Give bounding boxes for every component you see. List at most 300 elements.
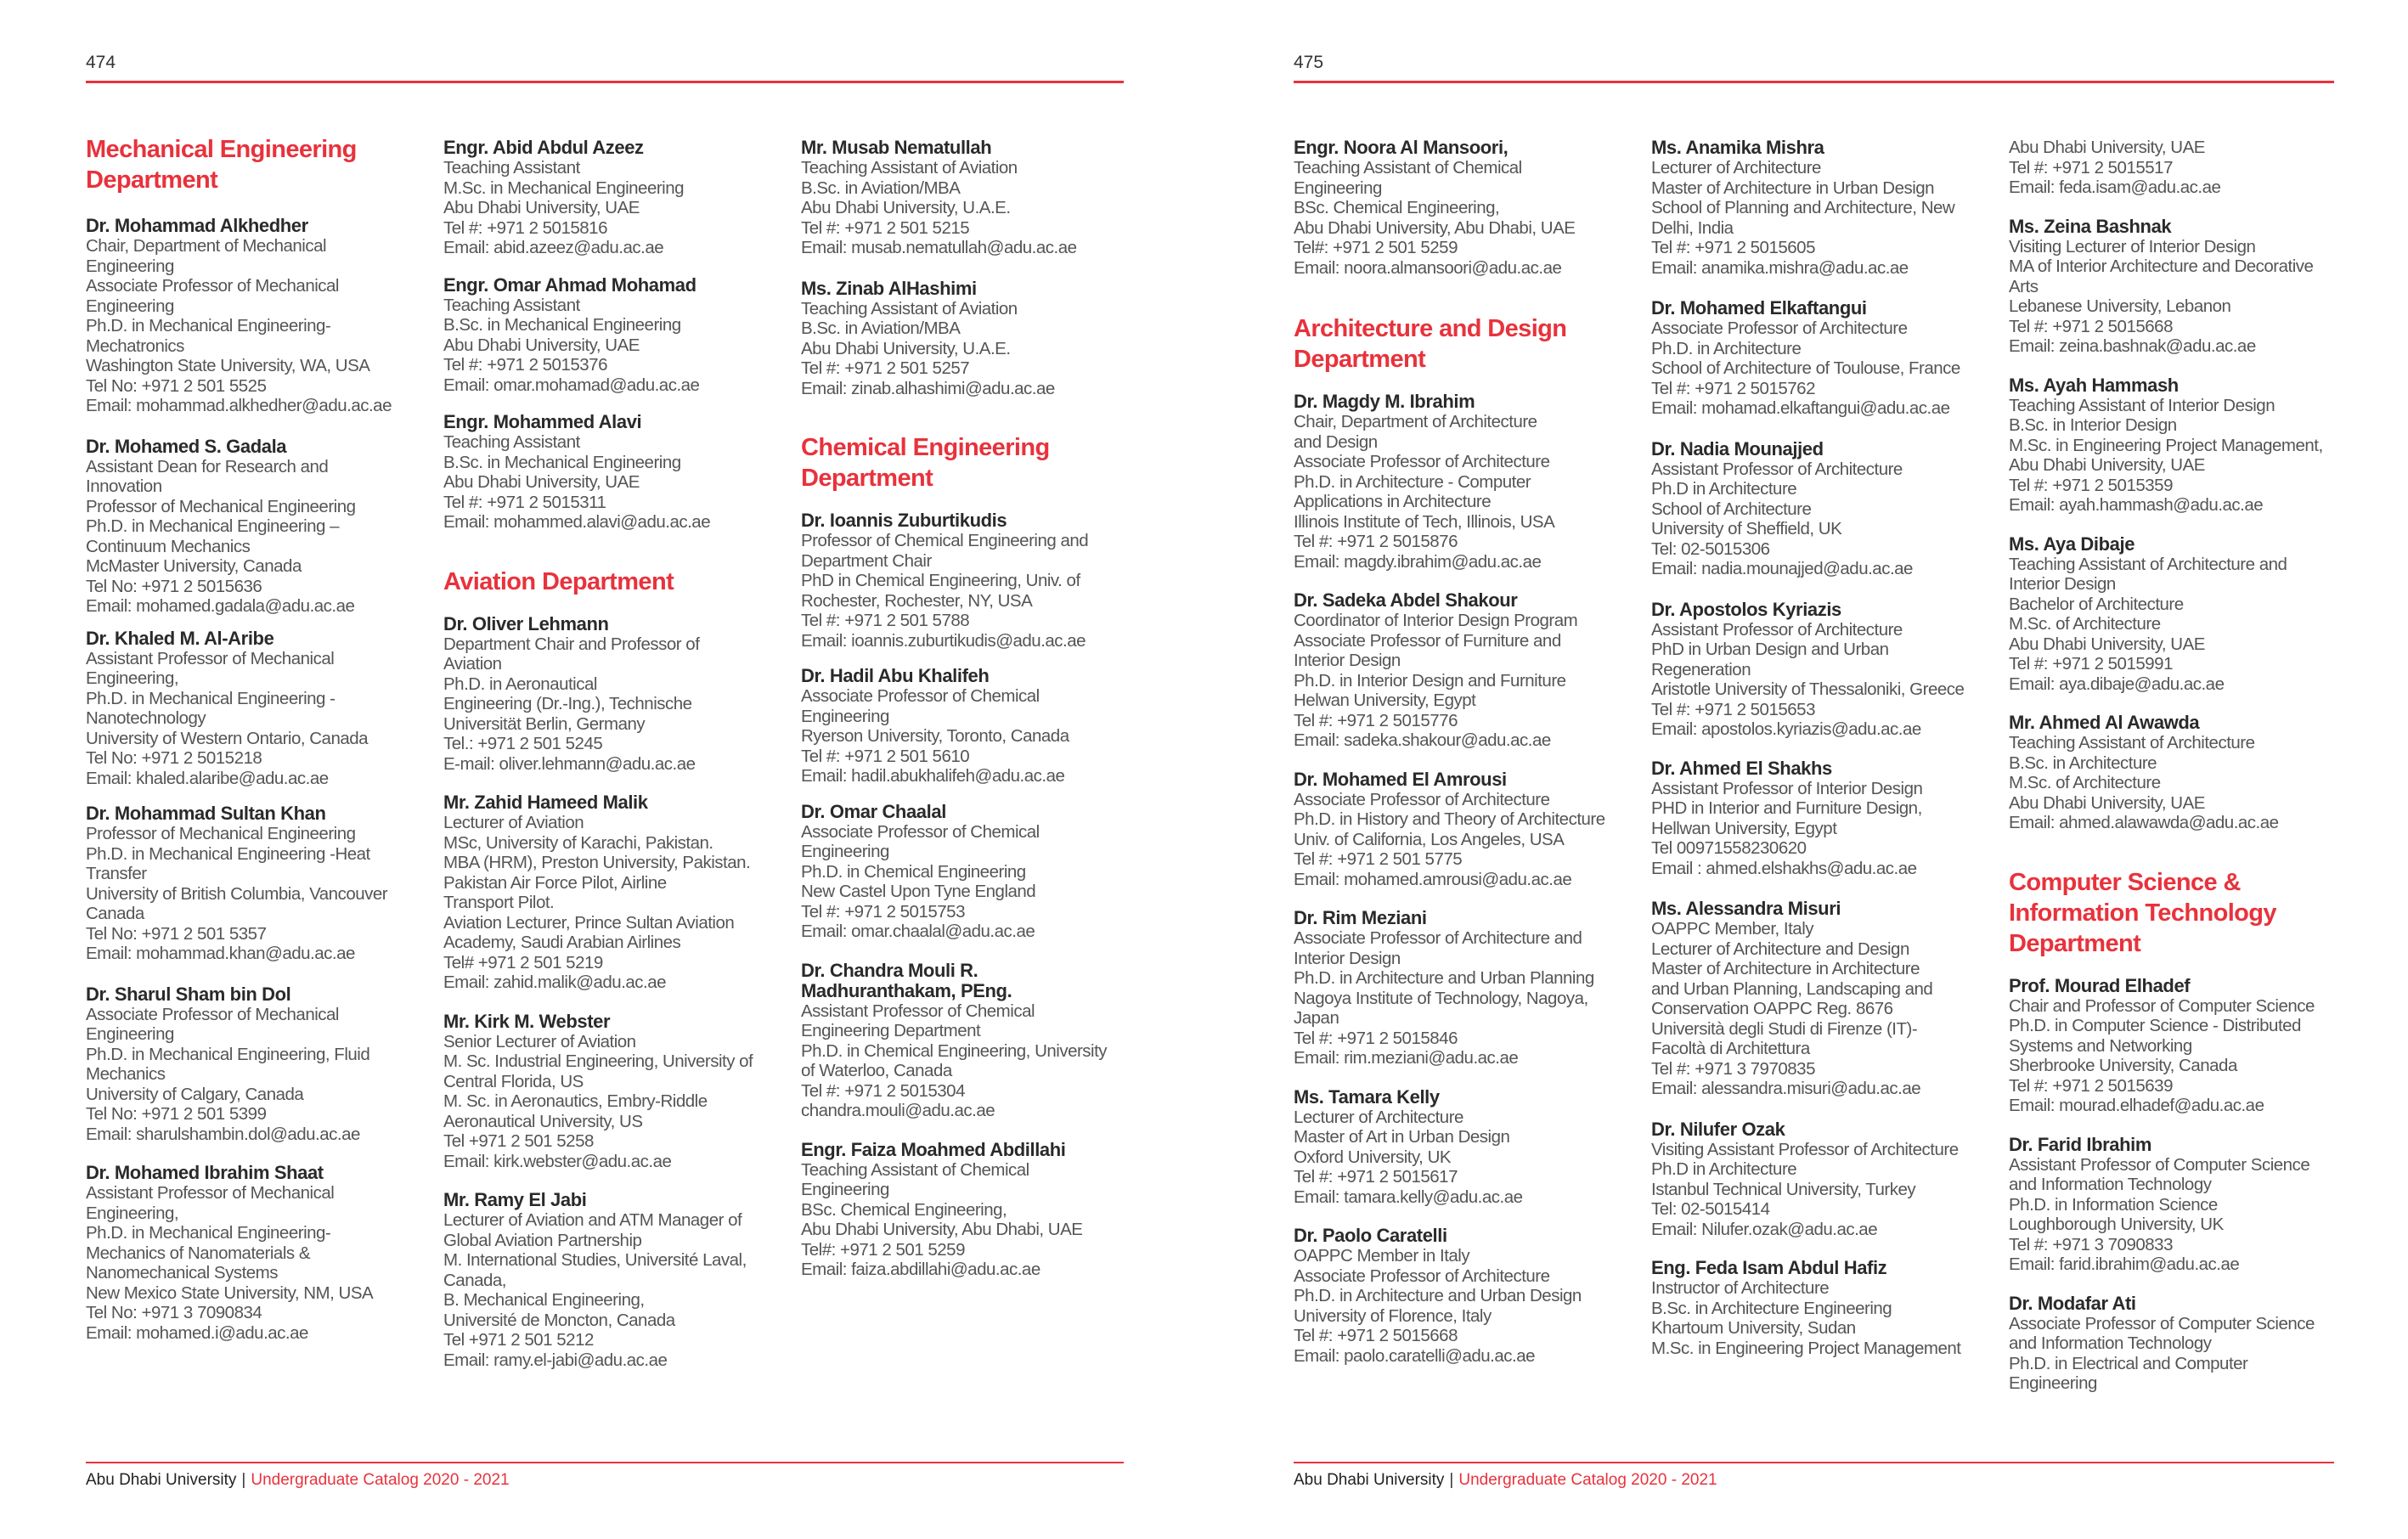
faculty-name: Ms. Tamara Kelly	[1294, 1085, 1440, 1108]
detail-line: University of Calgary, Canada	[86, 1084, 304, 1104]
faculty-name: Dr. Apostolos Kyriazis	[1651, 598, 1841, 620]
faculty-name: Dr. Mohamed S. Gadala	[86, 435, 287, 457]
column-3	[801, 138, 1141, 1280]
phone-text: Tel#: +971 2 501 5259	[801, 1239, 965, 1260]
detail-line: Teaching Assistant of Architecture and	[2009, 554, 2287, 574]
detail-line: Ph.D. in Interior Design and Furniture	[1294, 670, 1566, 691]
detail-line: of Waterloo, Canada	[801, 1061, 952, 1080]
faculty-entry	[2009, 713, 2349, 833]
phone-text: Tel No: +971 2 501 5399	[86, 1104, 267, 1124]
detail-line: Master of Architecture in Urban Design	[1651, 178, 1935, 198]
detail-line: OAPPC Member in Italy	[1294, 1246, 1470, 1266]
detail-line: M.Sc. in Engineering Project Management,	[2009, 435, 2323, 455]
faculty-entry	[2009, 976, 2349, 1116]
faculty-name: Prof. Mourad Elhadef	[2009, 974, 2191, 996]
detail-line: Associate Professor of Architecture	[1651, 319, 1908, 338]
detail-line: Washington State University, WA, USA	[86, 356, 370, 375]
column-2	[443, 138, 783, 1370]
email-text: Email: abid.azeez@adu.ac.ae	[443, 238, 664, 257]
detail-line: Interior Design	[1294, 651, 1401, 670]
detail-line: Arts	[2009, 276, 2039, 296]
phone-text: Tel #: +971 2 501 5257	[801, 358, 970, 378]
bottom-rule	[1294, 1462, 2334, 1463]
detail-line: Visiting Assistant Professor of Architecture	[1651, 1139, 1959, 1159]
faculty-entry	[1651, 138, 1991, 278]
phone-text: Tel #: +971 2 5015304	[801, 1080, 965, 1101]
detail-line: B.Sc. in Aviation/MBA	[801, 178, 961, 198]
detail-line: Istanbul Technical University, Turkey	[1651, 1179, 1916, 1199]
email-text: Email: mourad.elhadef@adu.ac.ae	[2009, 1096, 2264, 1115]
detail-line: McMaster University, Canada	[86, 556, 302, 576]
detail-line: Teaching Assistant of Chemical	[1294, 158, 1522, 178]
email-text: Email: kirk.webster@adu.ac.ae	[443, 1151, 672, 1171]
detail-line: Associate Professor of Mechanical	[86, 276, 339, 296]
faculty-name: Dr. Mohamed Elkaftangui	[1651, 297, 1867, 319]
email-text: Email: sharulshambin.dol@adu.ac.ae	[86, 1124, 360, 1144]
detail-line: Oxford University, UK	[1294, 1147, 1452, 1167]
detail-line: Engineering,	[86, 1203, 179, 1223]
detail-line: Lebanese University, Lebanon	[2009, 296, 2231, 316]
detail-line: M. International Studies, Université Laval,	[443, 1250, 747, 1270]
email-text: Email: Nilufer.ozak@adu.ac.ae	[1651, 1219, 1878, 1239]
detail-line: New Mexico State University, NM, USA	[86, 1282, 374, 1303]
detail-line: Ph.D. in Aeronautical	[443, 674, 597, 694]
detail-line: Teaching Assistant	[443, 295, 580, 315]
detail-line: Teaching Assistant of Architecture	[2009, 733, 2255, 753]
detail-line: University of Western Ontario, Canada	[86, 728, 369, 748]
faculty-entry	[86, 1163, 426, 1343]
detail-line: Abu Dhabi University, UAE	[443, 472, 640, 492]
detail-line: Aristotle University of Thessaloniki, Greece	[1651, 679, 1965, 699]
faculty-entry	[443, 412, 783, 533]
detail-line: Engineering	[86, 1024, 174, 1044]
faculty-name: Ms. Zinab AlHashimi	[801, 277, 977, 299]
phone-text: Tel +971 2 501 5258	[443, 1131, 594, 1151]
faculty-name: Dr. Magdy M. Ibrahim	[1294, 391, 1475, 412]
phone-text: Tel #: +971 2 5015816	[443, 217, 607, 238]
detail-line: Facoltà di Architettura	[1651, 1039, 1810, 1058]
footer	[86, 1471, 510, 1490]
detail-line: Ph.D. in Mechanical Engineering-	[86, 316, 331, 335]
detail-line: Associate Professor of Architecture	[1294, 452, 1550, 471]
detail-line: Abu Dhabi University, UAE	[2009, 792, 2205, 813]
detail-line: Engineering	[86, 256, 174, 276]
email-text: Email: omar.mohamad@adu.ac.ae	[443, 375, 700, 395]
faculty-name: Mr. Kirk M. Webster	[443, 1010, 611, 1032]
phone-text: Tel No: +971 2 5015218	[86, 748, 262, 768]
detail-line: Chair, Department of Mechanical	[86, 236, 327, 256]
email-text: Email: anamika.mishra@adu.ac.ae	[1651, 257, 1909, 278]
faculty-name: Mr. Zahid Hameed Malik	[443, 792, 648, 813]
detail-line: Ph.D. in Mechanical Engineering -Heat	[86, 843, 370, 864]
faculty-entry	[443, 1190, 783, 1370]
phone-text: Tel #: +971 2 5015668	[1294, 1326, 1458, 1345]
email-text: Email: feda.isam@adu.ac.ae	[2009, 178, 2221, 197]
email-text: Email: ahmed.alawawda@adu.ac.ae	[2009, 813, 2279, 832]
phone-text: Tel #: +971 3 7970835	[1651, 1058, 1815, 1079]
detail-line: Abu Dhabi University, U.A.E.	[801, 338, 1011, 358]
detail-line: Assistant Professor of Architecture	[1651, 619, 1903, 640]
detail-line: M.Sc. of Architecture	[2009, 614, 2161, 634]
detail-line: Associate Professor of Chemical	[801, 821, 1040, 842]
detail-line: Abu Dhabi University, U.A.E.	[801, 198, 1011, 217]
phone-text: Tel #: +971 3 7090833	[2009, 1234, 2173, 1254]
detail-line: Engineering	[86, 296, 174, 316]
detail-line: Systems and Networking	[2009, 1035, 2192, 1056]
detail-line: Teaching Assistant of Aviation	[801, 158, 1018, 178]
email-text: Email: khaled.alaribe@adu.ac.ae	[86, 768, 329, 788]
faculty-entry	[443, 138, 783, 258]
detail-line: Lecturer of Aviation	[443, 813, 584, 832]
faculty-name: Ms. Zeina Bashnak	[2009, 215, 2172, 237]
faculty-entry	[1651, 1119, 1991, 1240]
faculty-entry	[443, 275, 783, 396]
detail-line: Academy, Saudi Arabian Airlines	[443, 933, 681, 952]
phone-text: Tel #: +971 2 5015376	[443, 355, 607, 375]
detail-line: Applications in Architecture	[1294, 492, 1492, 511]
detail-line: B. Mechanical Engineering,	[443, 1290, 645, 1310]
detail-line: Teaching Assistant	[443, 158, 580, 178]
phone-text: Tel #: +971 2 501 5788	[801, 611, 970, 630]
faculty-name: Ms. Alessandra Misuri	[1651, 898, 1841, 919]
detail-line: Pakistan Air Force Pilot, Airline	[443, 872, 667, 893]
email-text: Email: musab.nematullah@adu.ac.ae	[801, 238, 1077, 257]
detail-line: M.Sc. in Mechanical Engineering	[443, 178, 685, 198]
phone-text: Tel #: +971 2 5015776	[1294, 710, 1458, 730]
detail-line: Abu Dhabi University, Abu Dhabi, UAE	[1294, 217, 1576, 238]
detail-line: Ph.D. in Mechanical Engineering -	[86, 688, 336, 708]
detail-line: Ph.D. in Chemical Engineering	[801, 861, 1026, 882]
column-2	[1651, 138, 1991, 1358]
faculty-name: Dr. Nadia Mounajjed	[1651, 437, 1824, 459]
phone-text: Tel #: +971 2 5015617	[1294, 1167, 1458, 1187]
detail-line: University of British Columbia, Vancouver	[86, 883, 388, 904]
email-text: Email: zahid.malik@adu.ac.ae	[443, 972, 667, 992]
email-text: Email: mohammad.khan@adu.ac.ae	[86, 944, 355, 963]
phone-text: Tel No: +971 2 501 5357	[86, 923, 267, 944]
detail-line: Lecturer of Architecture	[1651, 158, 1821, 178]
faculty-entry	[1294, 770, 1633, 890]
phone-text: Tel# +971 2 501 5219	[443, 952, 603, 972]
phone-text: Tel #: +971 2 5015639	[2009, 1075, 2173, 1096]
detail-line: School of Architecture	[1651, 499, 1812, 519]
faculty-name: Ms. Ayah Hammash	[2009, 374, 2179, 396]
faculty-entry	[86, 437, 426, 617]
faculty-name: Mr. Musab Nematullah	[801, 137, 992, 158]
detail-line: Ph.D. in Architecture and Urban Design	[1294, 1286, 1582, 1305]
detail-line: PhD in Chemical Engineering, Univ. of	[801, 571, 1080, 590]
faculty-name: Dr. Mohammad Alkhedher	[86, 215, 308, 236]
detail-line: Engineering	[1294, 178, 1382, 198]
email-text: Email: zeina.bashnak@adu.ac.ae	[2009, 336, 2256, 356]
email-text: Email: apostolos.kyriazis@adu.ac.ae	[1651, 719, 1921, 739]
footer-university: Abu Dhabi University	[1294, 1471, 1445, 1489]
email-text: Email: faiza.abdillahi@adu.ac.ae	[801, 1260, 1040, 1279]
detail-line: Associate Professor of Architecture	[1294, 789, 1550, 809]
detail-line: Transfer	[86, 864, 147, 883]
faculty-entry	[2009, 534, 2349, 695]
detail-line: Aeronautical University, US	[443, 1111, 643, 1131]
detail-line: B.Sc. in Aviation/MBA	[801, 319, 961, 338]
detail-line: Lecturer of Aviation and ATM Manager of	[443, 1210, 742, 1230]
detail-line: Hellwan University, Egypt	[1651, 818, 1837, 838]
email-text: Email: ramy.el-jabi@adu.ac.ae	[443, 1350, 668, 1370]
faculty-entry	[801, 666, 1141, 786]
email-text: E-mail: oliver.lehmann@adu.ac.ae	[443, 753, 696, 774]
phone-text: Tel 00971558230620	[1651, 838, 1807, 858]
top-rule	[1294, 81, 2334, 83]
faculty-name: Dr. Ahmed El Shakhs	[1651, 757, 1832, 779]
detail-line: Univ. of California, Los Angeles, USA	[1294, 829, 1565, 849]
detail-line: School of Planning and Architecture, New	[1651, 198, 1955, 217]
detail-line: Ph.D. in Mechanical Engineering-	[86, 1223, 331, 1243]
detail-line: Engineering (Dr.-Ing.), Technische	[443, 694, 692, 713]
detail-line: Engineering	[2009, 1373, 2097, 1393]
faculty-name: Dr. Sharul Sham bin Dol	[86, 983, 291, 1005]
faculty-entry	[2009, 217, 2349, 357]
detail-line: Ph.D. in Architecture	[1651, 338, 1802, 358]
detail-line: M. Sc. in Aeronautics, Embry-Riddle	[443, 1091, 708, 1111]
faculty-entry	[1294, 138, 1633, 278]
email-text: Email: mohamed.gadala@adu.ac.ae	[86, 596, 355, 616]
faculty-name: Dr. Hadil Abu Khalifeh	[801, 665, 990, 686]
phone-text: Tel #: +971 2 5015876	[1294, 532, 1458, 551]
column-1	[1294, 138, 1633, 1366]
detail-line: Canada	[86, 904, 144, 923]
detail-line: Nanotechnology	[86, 708, 206, 728]
faculty-name: Dr. Ioannis Zuburtikudis	[801, 510, 1007, 531]
detail-line: Ph.D. in Information Science	[2009, 1194, 2218, 1215]
faculty-entry	[1651, 1258, 1991, 1358]
detail-line: Assistant Professor of Computer Science	[2009, 1154, 2310, 1175]
column-3	[2009, 138, 2349, 1394]
faculty-name: Engr. Noora Al Mansoori,	[1294, 137, 1509, 158]
faculty-entry	[1651, 899, 1991, 1099]
detail-line: Ph.D. in Architecture and Urban Planning	[1294, 968, 1594, 988]
email-text: Email: mohamed.i@adu.ac.ae	[86, 1322, 308, 1343]
email-text: Email: tamara.kelly@adu.ac.ae	[1294, 1187, 1523, 1207]
detail-line: Chair, Department of Architecture	[1294, 412, 1537, 431]
phone-text: Tel: 02-5015306	[1651, 538, 1770, 559]
detail-line: Global Aviation Partnership	[443, 1230, 642, 1250]
detail-line: Teaching Assistant of Chemical	[801, 1159, 1029, 1180]
detail-line: BSc. Chemical Engineering,	[801, 1199, 1007, 1220]
detail-line: Professor of Mechanical Engineering	[86, 824, 356, 843]
detail-line: Engineering	[801, 842, 889, 861]
phone-text: Tel#: +971 2 501 5259	[1294, 238, 1458, 257]
detail-line: PHD in Interior and Furniture Design,	[1651, 798, 1922, 818]
faculty-name: Dr. Mohammad Sultan Khan	[86, 803, 326, 824]
detail-line: Ph.D. in History and Theory of Architecture	[1294, 809, 1605, 829]
detail-line: School of Architecture of Toulouse, France	[1651, 358, 1960, 378]
detail-line: Bachelor of Architecture	[2009, 594, 2184, 614]
detail-line: Engineering	[801, 1180, 889, 1199]
detail-line: Ryerson University, Toronto, Canada	[801, 726, 1069, 746]
detail-line: Lecturer of Architecture	[1294, 1107, 1463, 1127]
detail-line: Universität Berlin, Germany	[443, 713, 646, 734]
faculty-name: Dr. Khaled M. Al-Aribe	[86, 627, 274, 649]
phone-text: Tel #: +971 2 5015991	[2009, 654, 2173, 674]
faculty-entry	[801, 279, 1141, 399]
detail-line: Instructor of Architecture	[1651, 1278, 1830, 1298]
faculty-entry	[1294, 1226, 1633, 1366]
faculty-entry	[443, 614, 783, 775]
detail-line: MSc, University of Karachi, Pakistan.	[443, 832, 713, 853]
faculty-entry	[86, 629, 426, 789]
phone-text: Tel #: +971 2 501 5215	[801, 217, 970, 238]
footer-university: Abu Dhabi University	[86, 1471, 237, 1489]
detail-line: Engineering	[801, 706, 889, 726]
detail-line: Ph.D. in Architecture - Computer	[1294, 471, 1531, 492]
phone-text: Tel: 02-5015414	[1651, 1199, 1770, 1219]
detail-line: Abu Dhabi University, UAE	[443, 335, 640, 355]
detail-line: Assistant Professor of Architecture	[1651, 459, 1903, 479]
faculty-name: Ms. Aya Dibaje	[2009, 533, 2135, 555]
detail-line: Ph.D. in Electrical and Computer	[2009, 1353, 2248, 1373]
faculty-entry	[86, 803, 426, 964]
detail-line: University of Florence, Italy	[1294, 1305, 1492, 1326]
phone-text: Tel +971 2 501 5212	[443, 1330, 594, 1350]
detail-line: B.Sc. in Interior Design	[2009, 415, 2177, 435]
faculty-entry	[443, 792, 783, 993]
email-text: Email: noora.almansoori@adu.ac.ae	[1294, 257, 1562, 278]
detail-line: Abu Dhabi University, UAE	[443, 198, 640, 217]
email-text: Email: farid.ibrahim@adu.ac.ae	[2009, 1254, 2240, 1274]
detail-line: Interior Design	[2009, 574, 2116, 594]
detail-line: Ph.D in Architecture	[1651, 1159, 1797, 1179]
detail-line: Teaching Assistant of Interior Design	[2009, 395, 2275, 415]
faculty-entry	[1294, 908, 1633, 1068]
phone-text: Tel #: +971 2 5015359	[2009, 475, 2173, 495]
bottom-rule	[86, 1462, 1124, 1463]
faculty-entry	[1651, 600, 1991, 740]
phone-text: Tel #: +971 2 5015653	[1651, 699, 1815, 719]
detail-line: Mechatronics	[86, 335, 184, 356]
detail-line: Sherbrooke University, Canada	[2009, 1056, 2237, 1075]
faculty-name: Dr. Modafar Ati	[2009, 1292, 2136, 1314]
detail-line: Illinois Institute of Tech, Illinois, USA	[1294, 511, 1555, 532]
faculty-name: Engr. Abid Abdul Azeez	[443, 137, 644, 158]
email-text: Email: ioannis.zuburtikudis@adu.ac.ae	[801, 630, 1086, 651]
email-text: Email: hadil.abukhalifeh@adu.ac.ae	[801, 766, 1065, 786]
email-text: Email: magdy.ibrahim@adu.ac.ae	[1294, 551, 1542, 572]
detail-line: Ph.D. in Chemical Engineering, University	[801, 1040, 1108, 1061]
detail-line: Assistant Dean for Research and	[86, 456, 329, 476]
phone-text: Tel #: +971 2 5015311	[443, 492, 606, 512]
faculty-name: Engr. Faiza Moahmed Abdillahi	[801, 1138, 1066, 1160]
email-text: Email: mohamed.amrousi@adu.ac.ae	[1294, 869, 1572, 889]
email-text: Email: rim.meziani@adu.ac.ae	[1294, 1048, 1519, 1068]
faculty-entry	[1651, 298, 1991, 419]
detail-line: Engineering,	[86, 668, 179, 688]
faculty-entry	[2009, 138, 2349, 198]
detail-line: Master of Art in Urban Design	[1294, 1127, 1510, 1147]
detail-line: Engineering Department	[801, 1021, 981, 1040]
phone-text: Tel No: +971 2 5015636	[86, 576, 262, 596]
detail-line: and Information Technology	[2009, 1333, 2212, 1353]
faculty-entry	[801, 1140, 1141, 1280]
department-heading-mechanical-engineering-department: Mechanical Engineering Department	[86, 136, 357, 194]
faculty-name: Dr. Mohamed Ibrahim Shaat	[86, 1162, 324, 1183]
detail-line: Department Chair and Professor of	[443, 634, 700, 654]
phone-text: Tel #: +971 2 5015753	[801, 901, 965, 922]
email-text: Email: alessandra.misuri@adu.ac.ae	[1651, 1079, 1921, 1098]
detail-line: Associate Professor of Architecture and	[1294, 928, 1582, 948]
detail-line: Assistant Professor of Chemical	[801, 1001, 1035, 1021]
email-text: Email: aya.dibaje@adu.ac.ae	[2009, 674, 2225, 694]
faculty-entry	[1294, 392, 1633, 572]
faculty-name: Dr. Chandra Mouli R. Madhuranthakam, PEng.	[801, 959, 1012, 1001]
faculty-name: Dr. Nilufer Ozak	[1651, 1118, 1785, 1140]
detail-line: Nagoya Institute of Technology, Nagoya,	[1294, 988, 1588, 1008]
footer-separator: |	[1449, 1471, 1454, 1489]
detail-line: Helwan University, Egypt	[1294, 691, 1476, 710]
phone-text: Tel #: +971 2 5015668	[2009, 316, 2173, 336]
detail-line: Senior Lecturer of Aviation	[443, 1031, 636, 1051]
email-text: chandra.mouli@adu.ac.ae	[801, 1101, 995, 1120]
detail-line: Coordinator of Interior Design Program	[1294, 611, 1578, 630]
faculty-name: Dr. Farid Ibrahim	[2009, 1133, 2152, 1155]
detail-line: Associate Professor of Computer Science	[2009, 1313, 2315, 1333]
detail-line: M.Sc. of Architecture	[2009, 773, 2161, 792]
email-text: Email: ayah.hammash@adu.ac.ae	[2009, 495, 2264, 515]
detail-line: Abu Dhabi University, UAE	[2009, 634, 2205, 654]
detail-line: Lecturer of Architecture and Design	[1651, 939, 1909, 959]
detail-line: Transport Pilot.	[443, 893, 555, 912]
detail-line: Abu Dhabi University, UAE	[2009, 138, 2205, 157]
detail-line: M.Sc. in Engineering Project Management	[1651, 1338, 1961, 1358]
faculty-entry	[1294, 590, 1633, 751]
faculty-name: Dr. Mohamed El Amrousi	[1294, 768, 1507, 790]
phone-text: Tel No: +971 2 501 5525	[86, 375, 267, 396]
email-text: Email: mohamad.elkaftangui@adu.ac.ae	[1651, 398, 1950, 418]
detail-line: Loughborough University, UK	[2009, 1215, 2224, 1234]
detail-line: MA of Interior Architecture and Decorative	[2009, 256, 2314, 276]
page-number: 475	[1294, 53, 1324, 72]
faculty-name: Ms. Anamika Mishra	[1651, 137, 1824, 158]
faculty-name: Dr. Rim Meziani	[1294, 907, 1427, 928]
top-rule	[86, 81, 1124, 83]
detail-line: and Information Technology	[2009, 1175, 2212, 1194]
detail-line: Associate Professor of Chemical	[801, 686, 1040, 706]
detail-line: Visiting Lecturer of Interior Design	[2009, 236, 2256, 256]
detail-line: Innovation	[86, 476, 162, 496]
phone-text: Tel #: +971 2 5015762	[1651, 378, 1815, 398]
detail-line: Associate Professor of Mechanical	[86, 1004, 339, 1024]
detail-line: Mechanics	[86, 1064, 166, 1084]
detail-line: Université de Moncton, Canada	[443, 1310, 675, 1330]
email-text: Email: paolo.caratelli@adu.ac.ae	[1294, 1345, 1536, 1366]
faculty-name: Dr. Sadeka Abdel Shakour	[1294, 589, 1518, 611]
faculty-entry	[2009, 1294, 2349, 1394]
footer-catalog: Undergraduate Catalog 2020 - 2021	[1458, 1471, 1717, 1489]
faculty-name: Dr. Omar Chaalal	[801, 800, 946, 822]
detail-line: University of Sheffield, UK	[1651, 519, 1842, 538]
detail-line: Chair and Professor of Computer Science	[2009, 995, 2315, 1016]
detail-line: Japan	[1294, 1008, 1339, 1028]
detail-line: Central Florida, US	[443, 1071, 584, 1091]
detail-line: M. Sc. Industrial Engineering, University of	[443, 1051, 753, 1071]
faculty-entry	[443, 1012, 783, 1172]
phone-text: Tel #: +971 2 501 5775	[1294, 849, 1463, 869]
email-text: Email: mohammed.alavi@adu.ac.ae	[443, 512, 711, 532]
column-1	[86, 134, 426, 1343]
detail-line: Khartoum University, Sudan	[1651, 1318, 1856, 1338]
detail-line: Associate Professor of Furniture and	[1294, 630, 1561, 651]
phone-text: Tel No: +971 3 7090834	[86, 1303, 262, 1322]
email-text: Email: zinab.alhashimi@adu.ac.ae	[801, 378, 1055, 398]
faculty-name: Engr. Mohammed Alavi	[443, 411, 642, 432]
